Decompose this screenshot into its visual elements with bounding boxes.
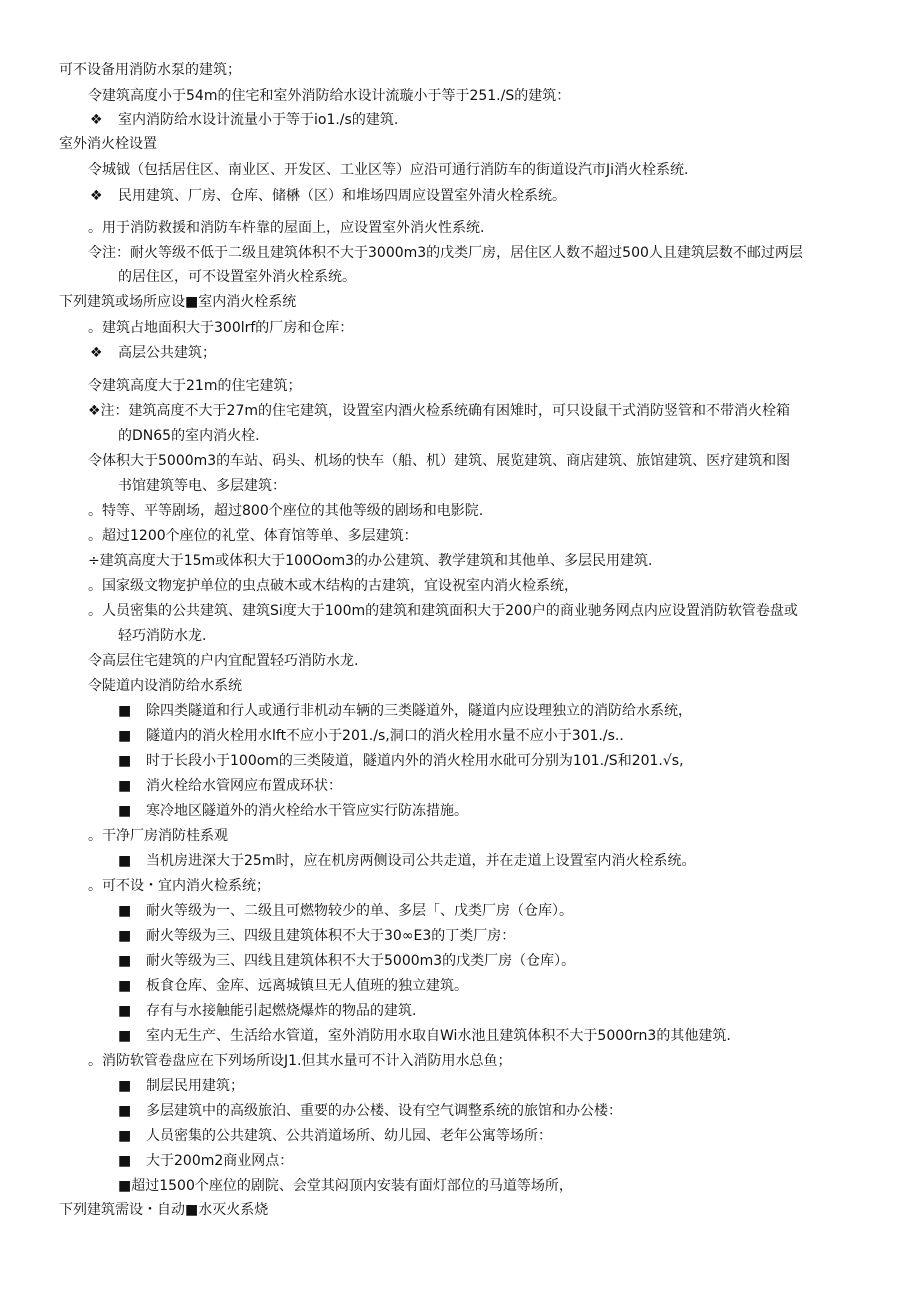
doc-list-item: ■ 消火栓给水管网应布置成环状： <box>118 778 342 794</box>
square-bullet-icon: ■ <box>118 953 132 969</box>
doc-line: 。特等、平等剧场，超过800个座位的其他等级的剧场和电影院. <box>88 503 484 519</box>
doc-list-item: ■ 存有与水接触能引起燃烧爆炸的物品的建筑. <box>118 1003 417 1019</box>
doc-line: ÷建筑高度大于15m或体积大于100Oom3的办公建筑、教学建筑和其他单、多层民用建筑. <box>88 553 653 569</box>
doc-list-item: ■ 人员密集的公共建筑、公共消道场所、幼儿园、老年公寓等场所： <box>118 1128 552 1144</box>
doc-list-item: ■ 大于200m2商业网点： <box>118 1153 294 1169</box>
square-bullet-icon: ■ <box>118 703 132 719</box>
doc-list-item: ❖ 高层公共建筑； <box>90 345 216 361</box>
square-bullet-icon: ■ <box>118 728 132 744</box>
square-bullet-icon: ■ <box>118 1078 132 1094</box>
doc-line: 。干净厂房消防桂系观 <box>88 828 228 844</box>
diamond-bullet-icon: ❖ <box>90 112 103 128</box>
doc-line: ■超过1500个座位的剧院、会堂其闷顶内安装有面灯部位的马道等场所， <box>118 1178 573 1194</box>
section-heading: 下列建筑或场所应设■室内消火栓系统 <box>59 294 297 310</box>
doc-line: 。用于消防救援和消防车杵靠的屋面上，应设置室外消火性系统. <box>88 220 485 236</box>
diamond-bullet-icon: ❖ <box>90 345 103 361</box>
doc-list-item: ■ 除四类隧道和行人或通行非机动车辆的三类隧道外，隧道内应设理独立的消防给水系统， <box>118 703 692 719</box>
doc-list-item: ■ 耐火等级为一、二级且可燃物较少的单、多层「、戊类厂房（仓库）。 <box>118 903 573 919</box>
square-bullet-icon: ■ <box>118 1103 132 1119</box>
doc-list-item: ■ 耐火等级为三、四级且建筑体积不大于30∞E3的丁类厂房： <box>118 928 516 944</box>
square-bullet-icon: ■ <box>118 853 132 869</box>
doc-line: 。国家级文物宠护单位的虫点破木或木结构的古建筑，宜设祝室内消火检系统， <box>88 578 578 594</box>
section-heading: 下列建筑需设・自动■水灭火系烧 <box>59 1202 269 1218</box>
doc-list-item: ■ 多层建筑中的高级旅泊、重要的办公楼、设有空气调整系统的旅馆和办公楼： <box>118 1103 622 1119</box>
doc-list-item: ■ 寒冷地区隧道外的消火栓给水干管应实行防冻措施。 <box>118 803 468 819</box>
square-bullet-icon: ■ <box>118 928 132 944</box>
doc-line: 。消防软管卷盘应在下列场所设J1.但其水量可不计入消防用水总鱼； <box>88 1053 512 1069</box>
doc-list-item: ■ 制层民用建筑； <box>118 1078 244 1094</box>
square-bullet-icon: ■ <box>118 1128 132 1144</box>
doc-list-item: ❖ 民用建筑、厂房、仓库、储楙（区）和堆场四周应设置室外清火栓系统。 <box>90 188 566 204</box>
doc-line: 令建筑高度大于21m的住宅建筑； <box>88 378 302 394</box>
doc-line: 令城钺（包括居住区、南业区、开发区、工业区等）应沿可通行消防车的街道设汽市Ji消火栓系统. <box>88 162 689 178</box>
doc-line: 轻巧消防水龙. <box>118 628 207 644</box>
doc-line: 令注：耐火等级不低于二级且建筑体积不大于3000m3的戊类厂房，居住区人数不超过500人且建筑层数不邮过两层 <box>88 245 803 261</box>
square-bullet-icon: ■ <box>118 903 132 919</box>
doc-list-item: ❖ 室内消防给水设计流量小于等于io1./s的建筑. <box>90 112 399 128</box>
square-bullet-icon: ■ <box>118 1153 132 1169</box>
square-bullet-icon: ■ <box>118 753 132 769</box>
doc-line: 令体积大于5000m3的车站、码头、机场的快车（船、机）建筑、展览建筑、商店建筑、旅馆建筑、医疗建筑和图 <box>88 453 791 469</box>
doc-line: 书馆建筑等电、多层建筑： <box>118 478 286 494</box>
doc-line: 。超过1200个座位的礼堂、体育馆等单、多层建筑： <box>88 528 418 544</box>
square-bullet-icon: ■ <box>118 1028 132 1044</box>
doc-list-item: ■ 当机房进深大于25m时，应在机房两侧设司公共走道，并在走道上设置室内消火栓系统。 <box>118 853 696 869</box>
doc-line: 令建筑高度小于54m的住宅和室外消防给水设计流璇小于等于251./S的建筑： <box>88 88 571 104</box>
doc-line: ❖注：建筑高度不大于27m的住宅建筑，设置室内酒火检系统确有困雉时，可只设鼠干式消防竖管和不带消火栓箱 <box>88 403 791 419</box>
doc-line: 的居住区，可不设置室外消火栓系统。 <box>118 269 356 285</box>
doc-list-item: ■ 时于长段小于100om的三类陵道，隧道内外的消火栓用水砒可分别为101./S和201.√s, <box>118 753 684 769</box>
doc-list-item: ■ 板食仓库、金库、远离城镇旦无人值班的独立建筑。 <box>118 978 468 994</box>
doc-line: 。可不设・宜内消火检系统； <box>88 878 270 894</box>
doc-line: 。人员密集的公共建筑、建筑Si度大于100m的建筑和建筑面积大于200户的商业驰务网点内应设置消防软管卷盘或 <box>88 603 798 619</box>
doc-list-item: ■ 耐火等级为三、四线且建筑体积不大于5000m3的戊类厂房（仓库）。 <box>118 953 576 969</box>
doc-list-item: ■ 室内无生产、生活给水管道，室外消防用水取自Wi水池且建筑体积不大于5000rn3的其他建筑. <box>118 1028 731 1044</box>
square-bullet-icon: ■ <box>118 1003 132 1019</box>
doc-line: 。建筑占地面积大于300lrf的厂房和仓库： <box>88 320 354 336</box>
doc-line: 令高层住宅建筑的户内宜配置轻巧消防水龙. <box>88 653 359 669</box>
doc-list-item: ■ 隧道内的消火栓用水lft不应小于201./s,洞口的消火栓用水量不应小于301./s.. <box>118 728 624 744</box>
section-heading: 室外消火栓设置 <box>59 136 157 152</box>
doc-line: 可不设备用消防水泵的建筑； <box>59 62 241 78</box>
doc-line: 的DN65的室内消火栓. <box>118 428 260 444</box>
diamond-bullet-icon: ❖ <box>90 188 103 204</box>
doc-line: 令陡道内设消防给水系统 <box>88 678 242 694</box>
square-bullet-icon: ■ <box>118 778 132 794</box>
square-bullet-icon: ■ <box>118 803 132 819</box>
square-bullet-icon: ■ <box>118 978 132 994</box>
